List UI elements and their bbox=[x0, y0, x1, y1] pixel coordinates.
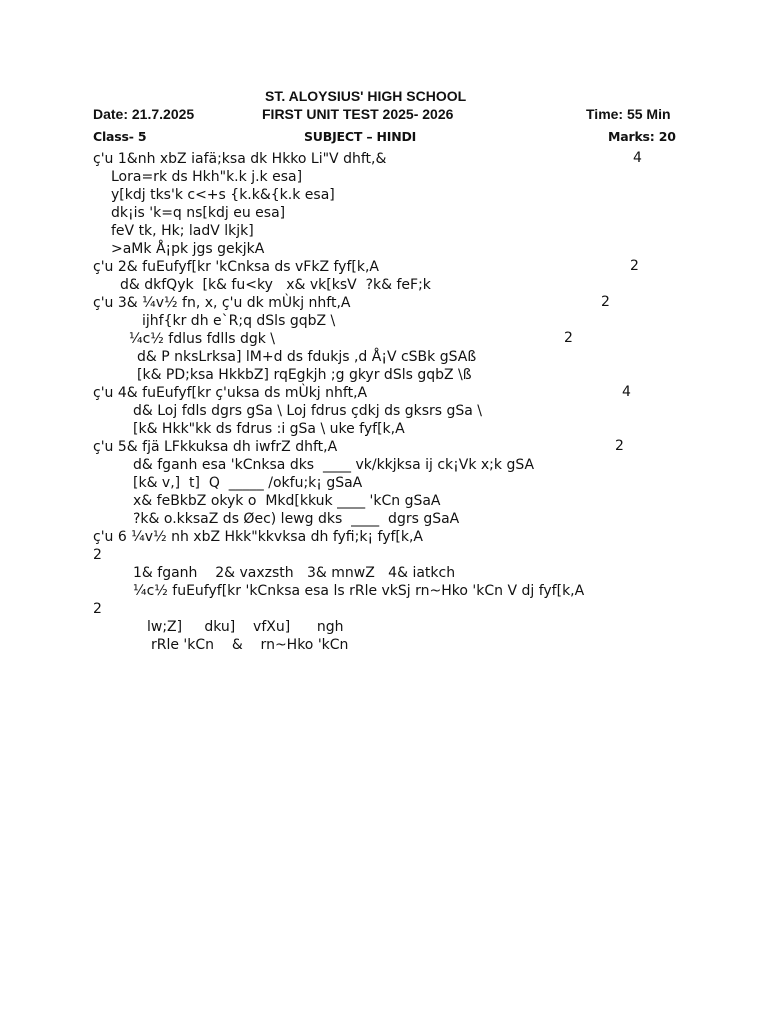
question-line: d& dkfQyk [k& fu<ky x& vk[ksV ?k& feF;k bbox=[120, 277, 431, 293]
question-line: feV tk, Hk; ladV lkjk] bbox=[111, 223, 254, 239]
question-line: d& P nksLrksa] lM+d ds fdukjs ,d Å¡V cSBk gSAß bbox=[137, 349, 477, 365]
question-line: ¼c½ fuEufyf[kr 'kCnksa esa ls rRle vkSj rn~Hko 'kCn V dj fyf[k,A bbox=[133, 583, 585, 599]
question-line: ijhf{kr dh e`R;q dSls gqbZ \ bbox=[142, 313, 336, 329]
question-line: ç'u 3& ¼v½ fn, x, ç'u dk mÙkj nhft,A bbox=[93, 295, 351, 311]
question-line: rRle 'kCn & rn~Hko 'kCn bbox=[151, 637, 349, 653]
question-line: ç'u 4& fuEufyf[kr ç'uksa ds mÙkj nhft,A bbox=[93, 385, 368, 401]
question-line: dk¡is 'k=q ns[kdj eu esa] bbox=[111, 205, 286, 221]
marks-label: Marks: 20 bbox=[608, 129, 676, 144]
question-line: lw;Z] dku] vfXu] ngh bbox=[147, 619, 344, 635]
question-line: ç'u 6 ¼v½ nh xbZ Hkk"kkvksa dh fyfi;k¡ fyf[k,A bbox=[93, 529, 423, 545]
subject-label: SUBJECT – HINDI bbox=[304, 129, 417, 144]
question-marks: 2 bbox=[601, 294, 610, 310]
question-line: 1& fganh 2& vaxzsth 3& mnwZ 4& iatkch bbox=[133, 565, 456, 581]
question-line: >aMk Å¡pk jgs gekjkA bbox=[111, 241, 265, 257]
question-marks: 4 bbox=[622, 384, 631, 400]
school-name: ST. ALOYSIUS' HIGH SCHOOL bbox=[265, 88, 467, 104]
question-line: [k& v,] t] Q _____ /okfu;k¡ gSaA bbox=[133, 475, 363, 491]
question-line: ç'u 5& fjä LFkkuksa dh iwfrZ dhft,A bbox=[93, 439, 338, 455]
question-line: 2 bbox=[93, 601, 102, 617]
question-line: d& Loj fdls dgrs gSa \ Loj fdrus çdkj ds gksrs gSa \ bbox=[133, 403, 483, 419]
question-line: ç'u 2& fuEufyf[kr 'kCnksa ds vFkZ fyf[k,A bbox=[93, 259, 379, 275]
class-label: Class- 5 bbox=[93, 129, 147, 144]
question-line: 2 bbox=[93, 547, 102, 563]
question-line: ç'u 1&nh xbZ iafä;ksa dk Hkko Li"V dhft,& bbox=[93, 151, 387, 167]
question-marks: 2 bbox=[615, 438, 624, 454]
question-line: d& fganh esa 'kCnksa dks ____ vk/kkjksa ij ck¡Vk x;k gSA bbox=[133, 457, 535, 473]
question-line: y[kdj tks'k c<+s {k.k&{k.k esa] bbox=[111, 187, 335, 203]
question-line: x& feBkbZ okyk o Mkd[kkuk ____ 'kCn gSaA bbox=[133, 493, 441, 509]
question-line: ?k& o.kksaZ ds Øec) lewg dks ____ dgrs gSaA bbox=[133, 511, 460, 527]
question-marks: 2 bbox=[564, 330, 573, 346]
question-line: [k& PD;ksa HkkbZ] rqEgkjh ;g gkyr dSls gqbZ \ß bbox=[137, 367, 472, 383]
question-marks: 2 bbox=[630, 258, 639, 274]
question-line: [k& Hkk"kk ds fdrus :i gSa \ uke fyf[k,A bbox=[133, 421, 405, 437]
question-line: ¼c½ fdlus fdlls dgk \ bbox=[129, 331, 275, 347]
test-title: FIRST UNIT TEST 2025- 2026 bbox=[262, 106, 454, 122]
exam-time: Time: 55 Min bbox=[586, 106, 671, 122]
question-marks: 4 bbox=[633, 150, 642, 166]
question-line: Lora=rk ds Hkh"k.k j.k esa] bbox=[111, 169, 303, 185]
exam-date: Date: 21.7.2025 bbox=[93, 106, 195, 122]
